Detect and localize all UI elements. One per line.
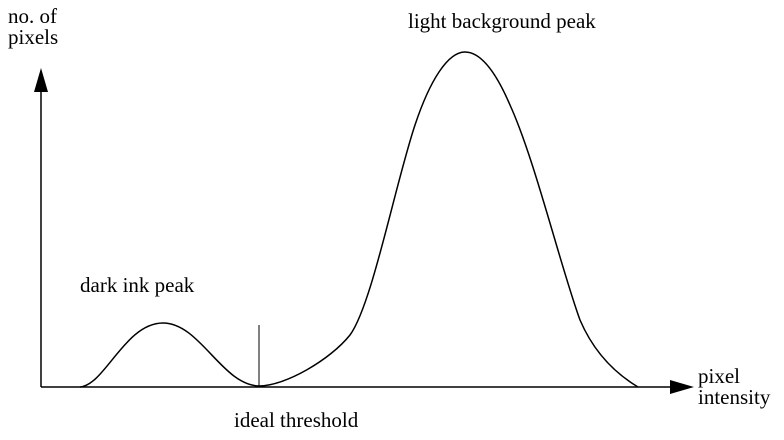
- y-axis-label: [8, 6, 58, 48]
- y-axis-label-line1: no. of: [8, 4, 57, 28]
- dark-ink-peak-label: dark ink peak: [80, 273, 195, 297]
- histogram-curve: [80, 52, 638, 387]
- ideal-threshold-label: ideal threshold: [234, 408, 359, 432]
- x-axis-arrowhead: [670, 380, 694, 394]
- light-background-peak-label: light background peak: [408, 9, 596, 33]
- x-axis-label-line1: pixel: [698, 364, 740, 388]
- y-axis-arrowhead: [34, 68, 48, 92]
- x-axis-label-line2: intensity: [698, 385, 771, 409]
- y-axis-label-line2: pixels: [8, 25, 59, 49]
- x-axis-label: [698, 366, 770, 408]
